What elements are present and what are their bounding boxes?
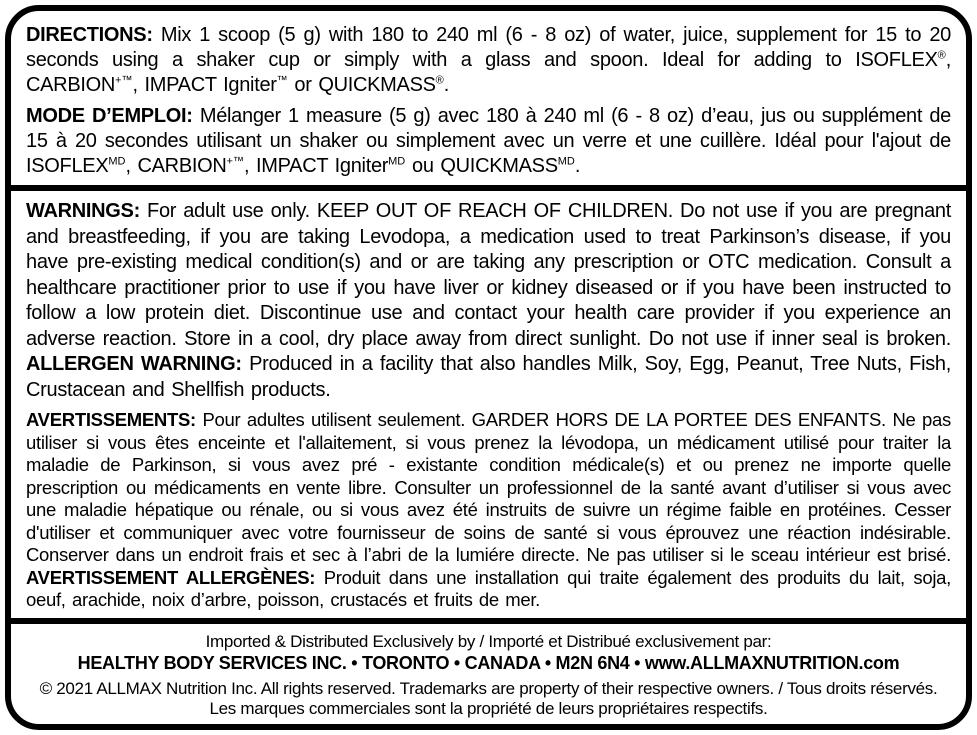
section-divider-bottom xyxy=(11,618,966,624)
distributor-line: Imported & Distributed Exclusively by / Importé et Distribué exclusivement par: xyxy=(205,631,772,651)
copyright-line-fr: Les marques commerciales sont la propriété de leurs propriétaires respectifs. xyxy=(209,698,768,718)
warnings-fr-paragraph: AVERTISSEMENTS: Pour adultes utilisent seulement. GARDER HORS DE LA PORTEE DES ENFANTS. Ne pas utiliser si vous êtes enceinte et l'allaitement, si vous prenez la lévodopa, un médicament utilisé pour traiter la maladie de Parkinson, si vous avez pré - existante condition médicale(s) et ou prenez ne importe quelle prescription ou médicaments en vente libre. Consulter un professionnel de la santé avant d’utiliser si vous avec une maladie hépatique ou rénale, ou si vous avez été instruits de suivre un régime faible en protéines. Cesser d'utiliser et communiquer avec votre fournisseur de soins de santé si vous éprouvez une réaction indésirable. Conserver dans un endroit frais et sec à l’abri de la lumiére directe. Ne pas utiliser si le sceau intérieur est brisé. AVERTISSEMENT ALLERGÈNES: Produit dans une installation qui traite également des produits du lait, soja, oeuf, arachide, noix d’arbre, poisson, crustacés et fruits de mer. xyxy=(26,409,952,610)
section-divider-top xyxy=(11,185,966,191)
directions-fr-paragraph: MODE D’EMPLOI: Mélanger 1 measure (5 g) avec 180 à 240 ml (6 - 8 oz) d’eau, jus ou supplément de 15 à 20 secondes utilisant un shaker ou simplement avec un verre et une cuillère. Idéal pour l'ajout de $ISOFLEX^{MD}$, CARBION+™, IMPACT Igniter$^{MD}$ ou $QUICKMASS^{MD}$. xyxy=(26,105,951,177)
directions-en-paragraph: DIRECTIONS: Mix 1 scoop (5 g) with 180 to 240 ml (6 - 8 oz) of water, juice, supplement for 15 to 20 seconds using a shaker cup or simply with a glass and spoon. Ideal for adding to ISOFLEX®, CARBION+™, IMPACT Igniter™ or QUICKMASS®. xyxy=(26,24,951,96)
company-line: HEALTHY BODY SERVICES INC. • TORONTO • CANADA • M2N 6N4 • www.ALLMAXNUTRITION.com xyxy=(77,652,900,673)
copyright-block xyxy=(26,679,951,719)
copyright-line-en: © 2021 ALLMAX Nutrition Inc. All rights reserved. Trademarks are property of their respective owners. / Tous droits réservés. xyxy=(39,678,938,698)
supplement-label-panel xyxy=(5,5,972,730)
distributor-block xyxy=(26,632,951,675)
warnings-en-paragraph: WARNINGS: For adult use only. KEEP OUT OF REACH OF CHILDREN. Do not use if you are pregnant and breastfeeding, if you are taking Levodopa, a medication used to treat Parkinson’s disease, if you have pre-existing medical condition(s) and or are taking any prescription or OTC medication. Consult a healthcare practitioner prior to use if you have liver or kidney diseased or if you have been instructed to follow a low protein diet. Discontinue use and contact your health care provider if you experience an adverse reaction. Store in a cool, dry place away from direct sunlight. Do not use if inner seal is broken. ALLERGEN WARNING: Produced in a facility that also handles Milk, Soy, Egg, Peanut, Tree Nuts, Fish, Crustacean and Shellfish products. xyxy=(26,200,952,401)
